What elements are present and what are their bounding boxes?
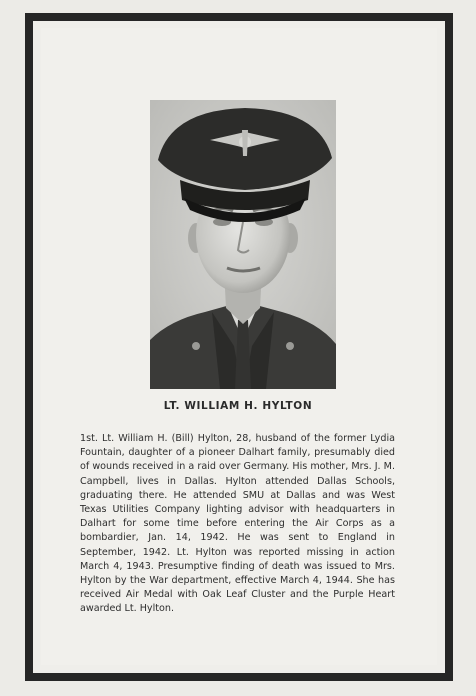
obituary-paragraph: 1st. Lt. William H. (Bill) Hylton, 28, husband of the former Lydia Fountain, daughter of a pioneer Dalhart family, presumably died of wounds received in a raid over Germany. His mother, Mrs. J. M. Campbell, lives in Dallas. Hylton attended Dallas Schools, graduating there. He attended SMU at Dallas and was West Texas Utilities Company lighting advisor with headquarters in Dalhart for some time before entering the Air Corps as a bombardier, Jan. 14, 1942. He was sent to England in September, 1942. Lt. Hylton was reported missing in action March 4, 1943. Presumptive finding of death was issued to Mrs. Hylton by the War department, effective March 4, 1944. She has received Air Medal with Oak Leaf Cluster and the Purple Heart awarded Lt. Hylton. (80, 433, 395, 615)
portrait-caption: LT. WILLIAM H. HYLTON (163, 400, 313, 412)
portrait-photo (150, 100, 336, 389)
portrait-image (150, 100, 336, 389)
